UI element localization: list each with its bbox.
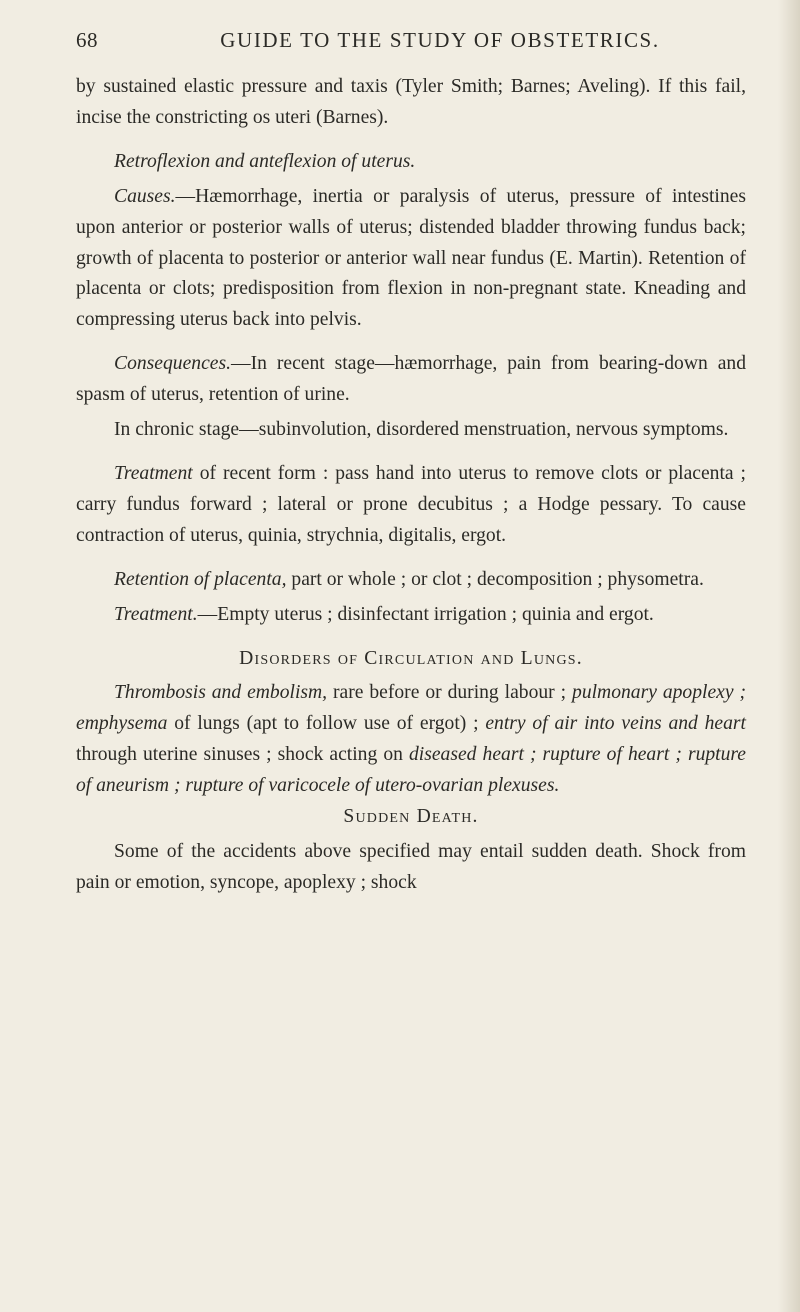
page-number: 68 (76, 28, 98, 52)
paragraph-text: —Hæmorrhage, inertia or paralysis of uterus, pressure of intestines upon anterior or posterior walls of uterus; distended bladder throwing fundus back; growth of placenta to posterior or anterior wall near fundus (E. Martin). Retention of placenta or clots; predisposition from flexion in non-pregnant state. Kneading and compressing uterus back into pelvis. (76, 185, 746, 331)
paragraph-text: In chronic stage—subinvolution, disordered menstruation, nervous symptoms. (114, 419, 729, 441)
paragraph-label: Treatment (114, 462, 193, 484)
paragraph-text: of lungs (apt to follow use of ergot) ; (167, 713, 486, 735)
running-header (76, 28, 746, 53)
section-heading-circulation: Disorders of Circulation and Lungs. (239, 647, 583, 669)
paragraph-text: Some of the accidents above specified may entail sudden death. Shock from pain or emotion, syncope, apoplexy ; shock (76, 840, 746, 893)
paragraph-label: Thrombosis and embolism, (114, 682, 328, 704)
paragraph-text: by sustained elastic pressure and taxis (Tyler Smith; Barnes; Aveling). If this fail, incise the constricting os uteri (Barnes). (76, 76, 746, 128)
paragraph-label: Treatment. (114, 603, 198, 625)
paragraph-chronic-stage (76, 415, 746, 446)
paragraph-term: entry of air into veins and heart (485, 713, 746, 735)
paragraph-treatment-retention (76, 600, 746, 631)
paragraph-label: Consequences. (114, 353, 231, 375)
paragraph-label: Causes. (114, 185, 176, 207)
paragraph-text: through uterine sinuses ; shock acting on (76, 744, 409, 766)
paragraph-text: of recent form : pass hand into uterus to remove clots or placenta ; carry fundus forward ; lateral or prone decubitus ; a Hodge pessary. To cause contraction of uterus, quinia, strychnia, digitalis, ergot. (76, 462, 746, 546)
paragraph-continued (76, 72, 746, 134)
running-title: GUIDE TO THE STUDY OF OBSTETRICS. (220, 28, 660, 52)
paragraph-term: pulmonary apoplexy ; emphysema (76, 682, 747, 735)
paragraph-sudden-death (76, 837, 746, 899)
paragraph-causes (76, 182, 746, 337)
paragraph-term: diseased heart ; rupture of heart ; rupture of aneurism ; rupture of varicocele of utero-ovarian plexuses. (76, 744, 746, 797)
paragraph-label: Retention of placenta, (114, 568, 287, 590)
paragraph-text: rare before or during labour ; (327, 682, 573, 704)
paragraph-text: —In recent stage—hæmorrhage, pain from bearing-down and spasm of uterus, retention of urine. (76, 353, 746, 406)
paragraph-treatment (76, 459, 746, 552)
paragraph-text: part or whole ; or clot ; decomposition ; physometra. (286, 568, 704, 590)
body-text (76, 72, 746, 899)
paragraph-text: —Empty uterus ; disinfectant irrigation ; quinia and ergot. (197, 603, 654, 625)
subheading-retroflexion (76, 147, 746, 178)
page-edge-shadow (778, 0, 800, 1312)
paragraph-consequences (76, 349, 746, 411)
section-heading-sudden-death: Sudden Death. (343, 806, 479, 828)
paragraph-retention-placenta (76, 565, 746, 596)
paragraph-thrombosis (76, 678, 746, 802)
subheading-text: Retroflexion and anteflexion of uterus. (114, 150, 416, 172)
